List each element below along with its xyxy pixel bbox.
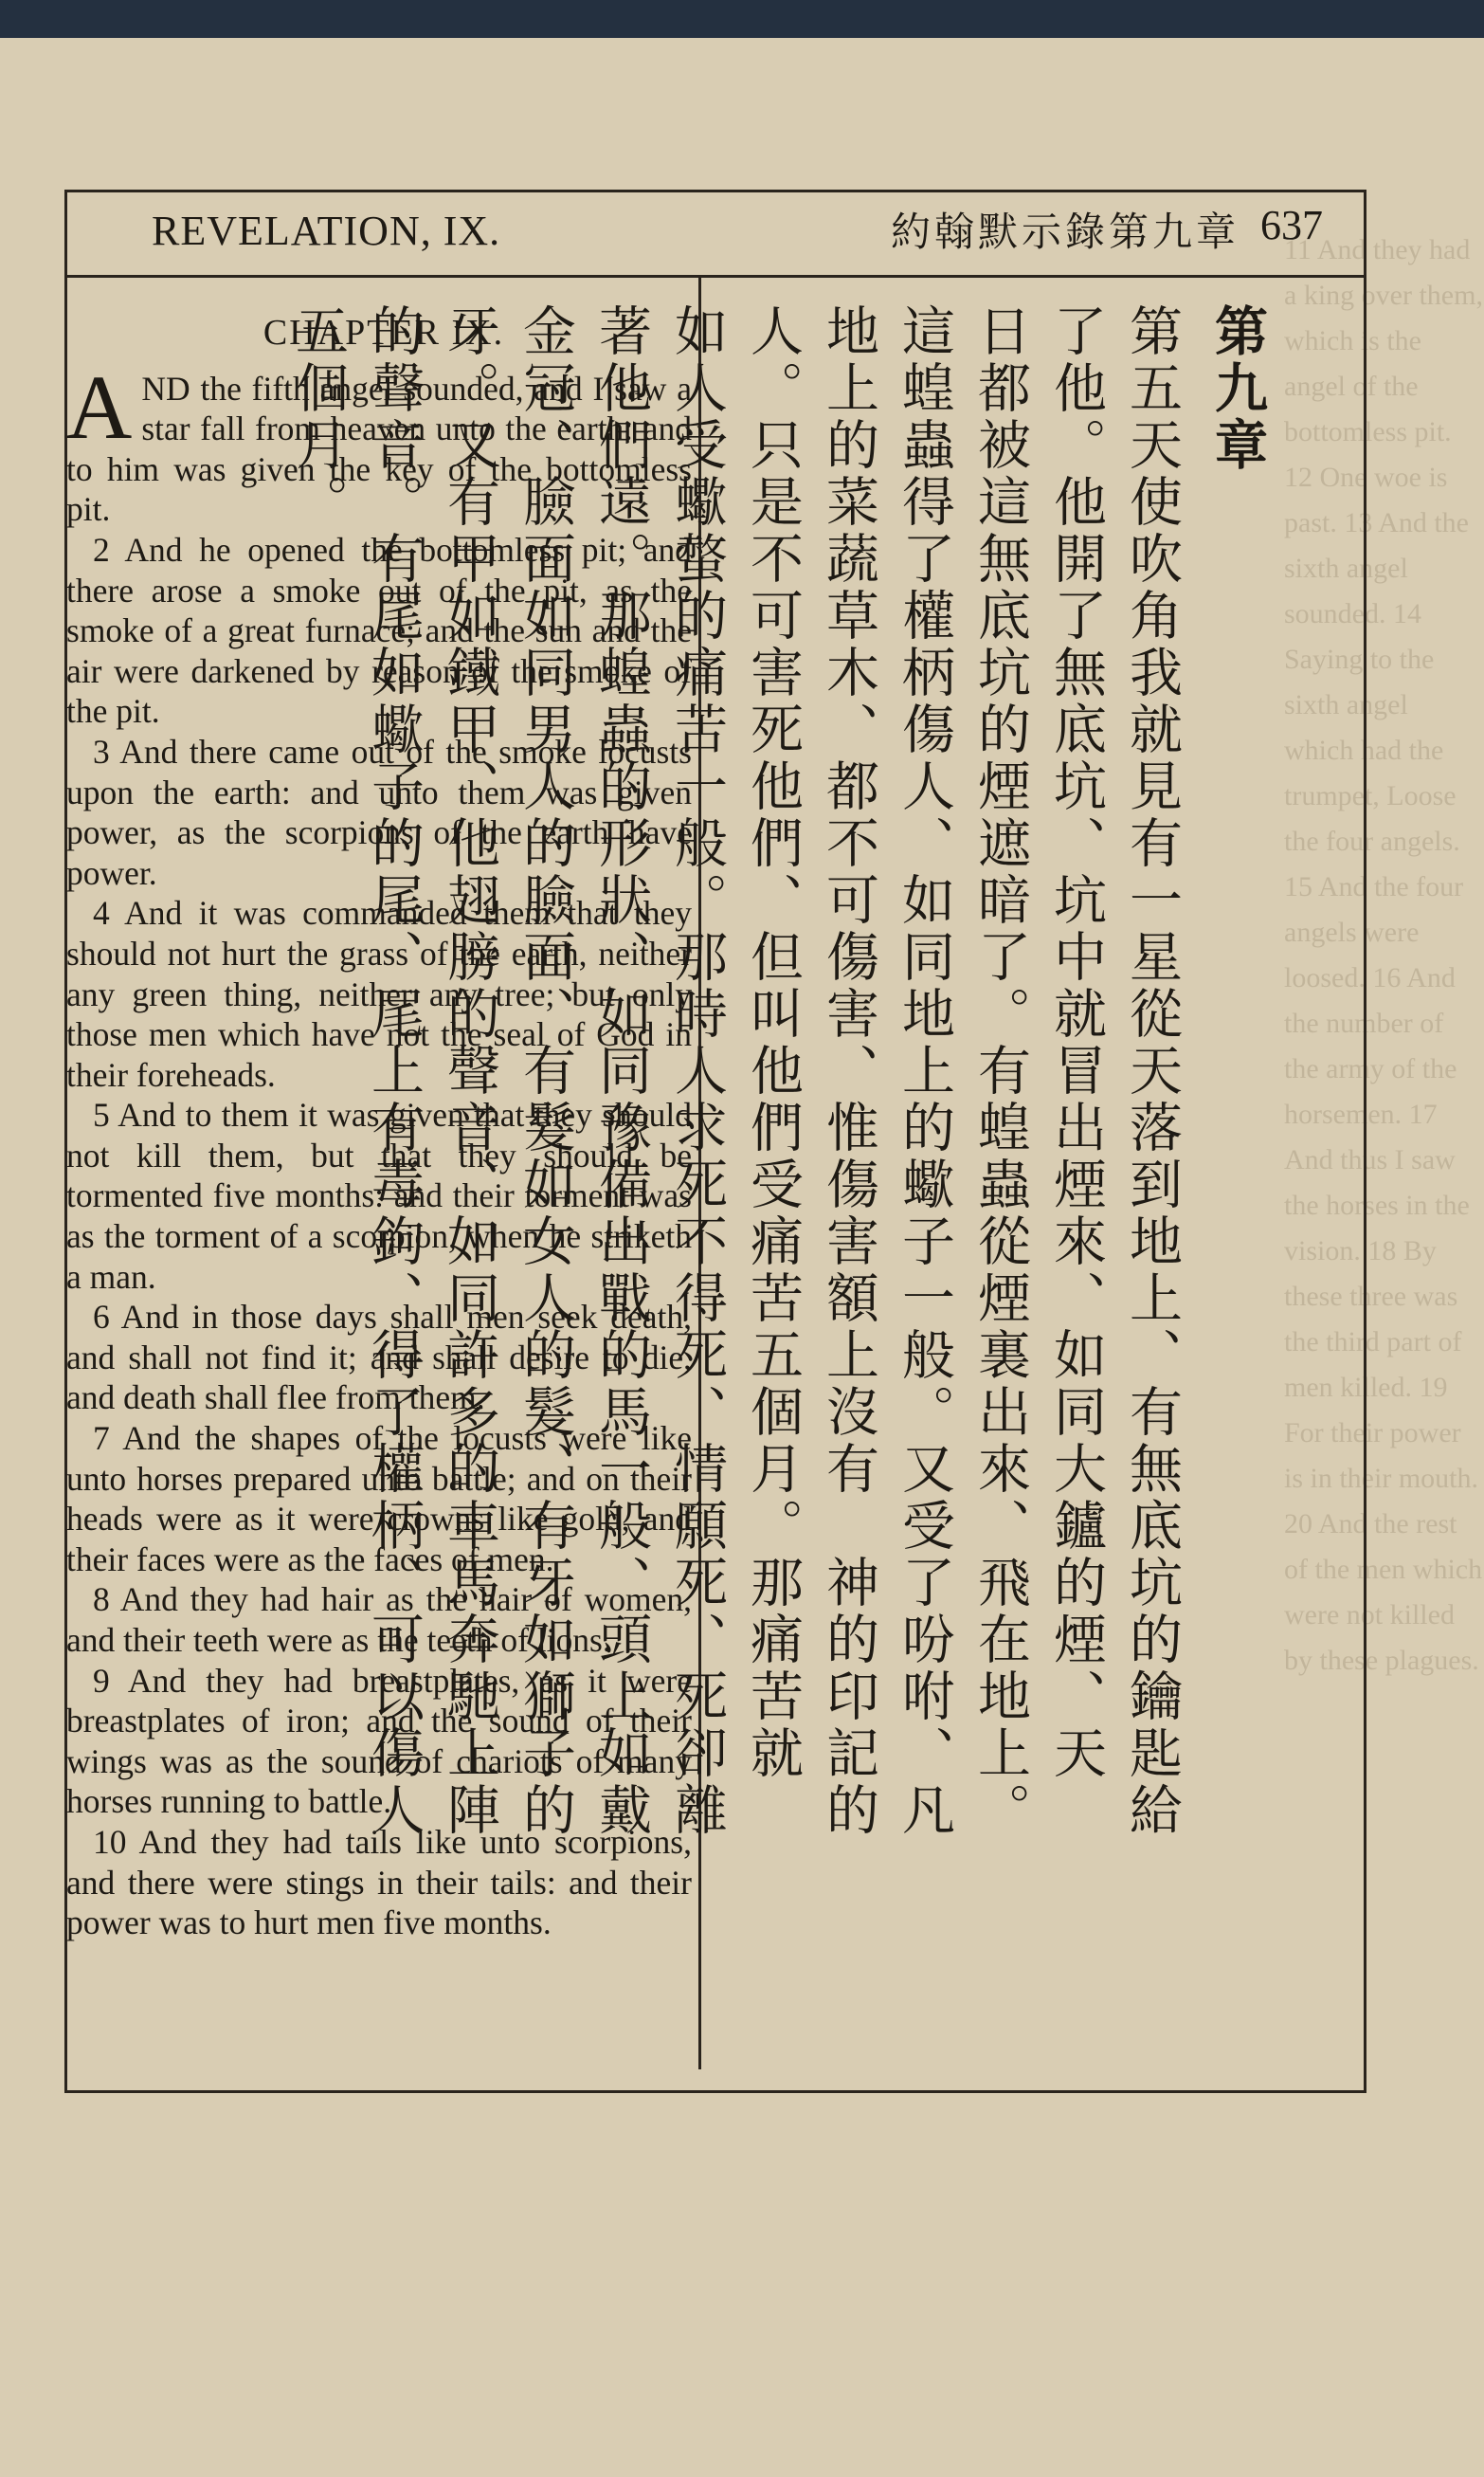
- running-title-chinese: 約翰默示錄第九章: [891, 211, 1240, 255]
- drop-cap: A: [66, 355, 133, 458]
- chinese-line: 第五天使吹角我就見有一星從天落到地上、有無底坑的鑰匙給了他。他開了無底坑、坑中就冒出煙來、如同大鑪的煙、天: [1045, 303, 1183, 1839]
- verse-7: 7 And the shapes of the locusts were like unto horses prepared unto battle; and on their heads were as it were crowns like gold, and their faces were as the faces of men.: [66, 1419, 692, 1578]
- verse-2: 2 And he opened the bottomless pit; and there arose a smoke out of the pit, as the smoke of a great furnace; and the sun and the air were darkened by reason of the smoke of the pit.: [66, 530, 692, 731]
- chinese-chapter-heading: 第九章: [1206, 303, 1268, 474]
- verse-9: 9 And they had breastplates, as it were breastplates of iron; and the sound of their wings was as the sound of chariots of many horses running to battle.: [66, 1661, 692, 1821]
- verse-6: 6 And in those days shall men seek death, and shall not find it; and shall desire to die, and death shall flee from them.: [66, 1298, 692, 1417]
- header-rule: [64, 275, 1364, 278]
- bleed-through-text: 11 And they had a king over them, which is the angel of the bottomless pit. 12 One woe is past. 13 And the sixth angel sounded. 14 Saying to the sixth angel which had the trumpet, Loose the four angels. 15 And the four angels were loosed. 16 And the number of the army of the horsemen. 17 And thus I saw the horses in the vision. 18 By these three was the third part of men killed. 19 For their power is in their mouth. 20 And the rest of the men which were not killed by these plagues.: [1284, 234, 1483, 1676]
- chapter-heading: CHAPTER IX.: [262, 313, 505, 353]
- verse-text: ND the fifth angel sounded, and I saw a star fall from heaven unto the earth: and to him was given the key of the bottomless pit.: [66, 369, 692, 529]
- verse-5: 5 And to them it was given that they should not kill them, but that they should be tormented five months: and their torment was as the torment of a scorpion, when he striketh a man.: [66, 1096, 692, 1296]
- chinese-line: 金冠、臉面如同男人的臉面、有髮如女人的髮、有牙如獅子的牙。又有甲如鐵甲、他翅膀的聲音、如同許多的車馬奔馳上陣: [439, 303, 576, 1839]
- verse-10: 10 And they had tails like unto scorpions, and there were stings in their tails: and their power was to hurt men five months.: [66, 1822, 692, 1942]
- chinese-line: 如人受蠍螫的痛苦一般。那時人求死不得死、情願死、死卻離著他們遠。那蝗蟲的形狀、如同豫備出戰的馬一般、頭上如戴: [590, 303, 728, 1839]
- verse-3: 3 And there came out of the smoke locusts upon the earth: and unto them was given power, as the scorpions of the earth have power.: [66, 732, 692, 892]
- running-title: REVELATION, IX.: [152, 208, 501, 254]
- chinese-line: 地上的菜蔬草木、都不可傷害、惟傷害額上沒有 神的印記的人。只是不可害死他們、但叫他們受痛苦五個月。那痛苦就: [742, 303, 879, 1839]
- chinese-line: 日都被這無底坑的煙遮暗了。有蝗蟲從煙裏出來、飛在地上。這蝗蟲得了權柄傷人、如同地上的蠍子一般。又受了吩咐、凡: [894, 303, 1031, 1839]
- verse-8: 8 And they had hair as the hair of women, and their teeth were as the teeth of lions.: [66, 1580, 692, 1659]
- page-number: 637: [1260, 202, 1323, 248]
- verse-4: 4 And it was commanded them that they should not hurt the grass of the earth, neither any green thing, neither any tree; but only those men which have not the seal of God in their foreheads.: [66, 894, 692, 1094]
- chinese-line: 的聲音。有尾如蠍子的尾、尾上有毒鉤、得了權柄、可以傷人五個月。: [287, 303, 425, 1839]
